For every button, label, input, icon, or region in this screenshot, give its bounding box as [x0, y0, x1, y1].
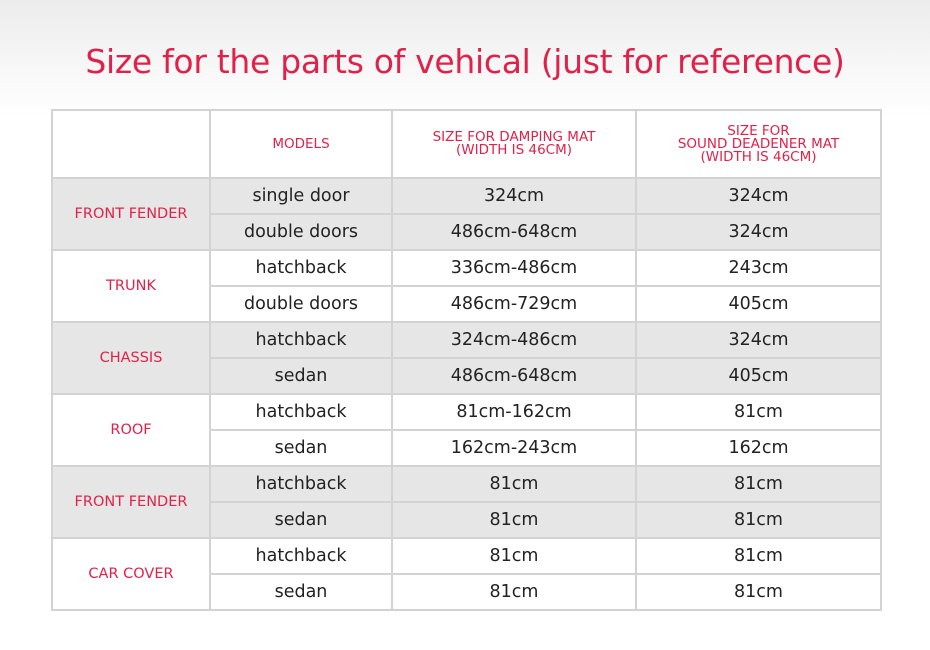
sound-size-cell: 405cm — [636, 358, 881, 394]
model-cell: double doors — [210, 214, 392, 250]
header-models — [210, 110, 392, 178]
header-damping-mat — [392, 110, 636, 178]
part-label: CAR COVER — [52, 538, 210, 610]
table-row — [52, 250, 881, 286]
sound-size-cell: 324cm — [636, 322, 881, 358]
damping-size-cell: 81cm-162cm — [392, 394, 636, 430]
table-row — [52, 538, 881, 574]
model-cell: hatchback — [210, 250, 392, 286]
damping-size-cell: 336cm-486cm — [392, 250, 636, 286]
model-cell: sedan — [210, 430, 392, 466]
model-cell: sedan — [210, 502, 392, 538]
sound-size-cell: 81cm — [636, 394, 881, 430]
damping-size-cell: 486cm-648cm — [392, 214, 636, 250]
table-body — [52, 178, 881, 610]
table-row — [52, 322, 881, 358]
header-models-label: MODELS — [272, 135, 330, 152]
sound-size-cell: 243cm — [636, 250, 881, 286]
part-label: ROOF — [52, 394, 210, 466]
damping-size-cell: 81cm — [392, 502, 636, 538]
model-cell: hatchback — [210, 538, 392, 574]
sound-size-cell: 324cm — [636, 214, 881, 250]
header-corner-cell — [52, 110, 210, 178]
damping-size-cell: 81cm — [392, 538, 636, 574]
header-sound-deadener-mat — [636, 110, 881, 178]
header-damping-line-1: SIZE FOR DAMPING MAT — [432, 129, 596, 145]
model-cell: hatchback — [210, 322, 392, 358]
damping-size-cell: 486cm-729cm — [392, 286, 636, 322]
model-cell: single door — [210, 178, 392, 214]
model-cell: hatchback — [210, 394, 392, 430]
sound-size-cell: 324cm — [636, 178, 881, 214]
header-sound-line-2: SOUND DEADENER MAT — [677, 135, 840, 152]
part-label: FRONT FENDER — [52, 178, 210, 250]
sound-size-cell: 81cm — [636, 502, 881, 538]
damping-size-cell: 324cm-486cm — [392, 322, 636, 358]
sound-size-cell: 81cm — [636, 466, 881, 502]
model-cell: sedan — [210, 358, 392, 394]
damping-size-cell: 324cm — [392, 178, 636, 214]
damping-size-cell: 162cm-243cm — [392, 430, 636, 466]
table-row — [52, 394, 881, 430]
sound-size-cell: 81cm — [636, 574, 881, 610]
header-sound-line-3: (WIDTH IS 46CM) — [700, 148, 817, 165]
model-cell: double doors — [210, 286, 392, 322]
model-cell: sedan — [210, 574, 392, 610]
table-row — [52, 466, 881, 502]
header-damping-line-2: (WIDTH IS 46CM) — [455, 142, 573, 158]
part-label: FRONT FENDER — [52, 466, 210, 538]
table-row — [52, 178, 881, 214]
part-label: TRUNK — [52, 250, 210, 322]
page-title: Size for the parts of vehical (just for reference) — [85, 42, 845, 81]
size-table — [51, 109, 882, 611]
damping-size-cell: 81cm — [392, 466, 636, 502]
sound-size-cell: 405cm — [636, 286, 881, 322]
header-row — [52, 110, 881, 178]
header-sound-line-1: SIZE FOR — [727, 122, 790, 139]
damping-size-cell: 486cm-648cm — [392, 358, 636, 394]
model-cell: hatchback — [210, 466, 392, 502]
damping-size-cell: 81cm — [392, 574, 636, 610]
part-label: CHASSIS — [52, 322, 210, 394]
sound-size-cell: 162cm — [636, 430, 881, 466]
sound-size-cell: 81cm — [636, 538, 881, 574]
